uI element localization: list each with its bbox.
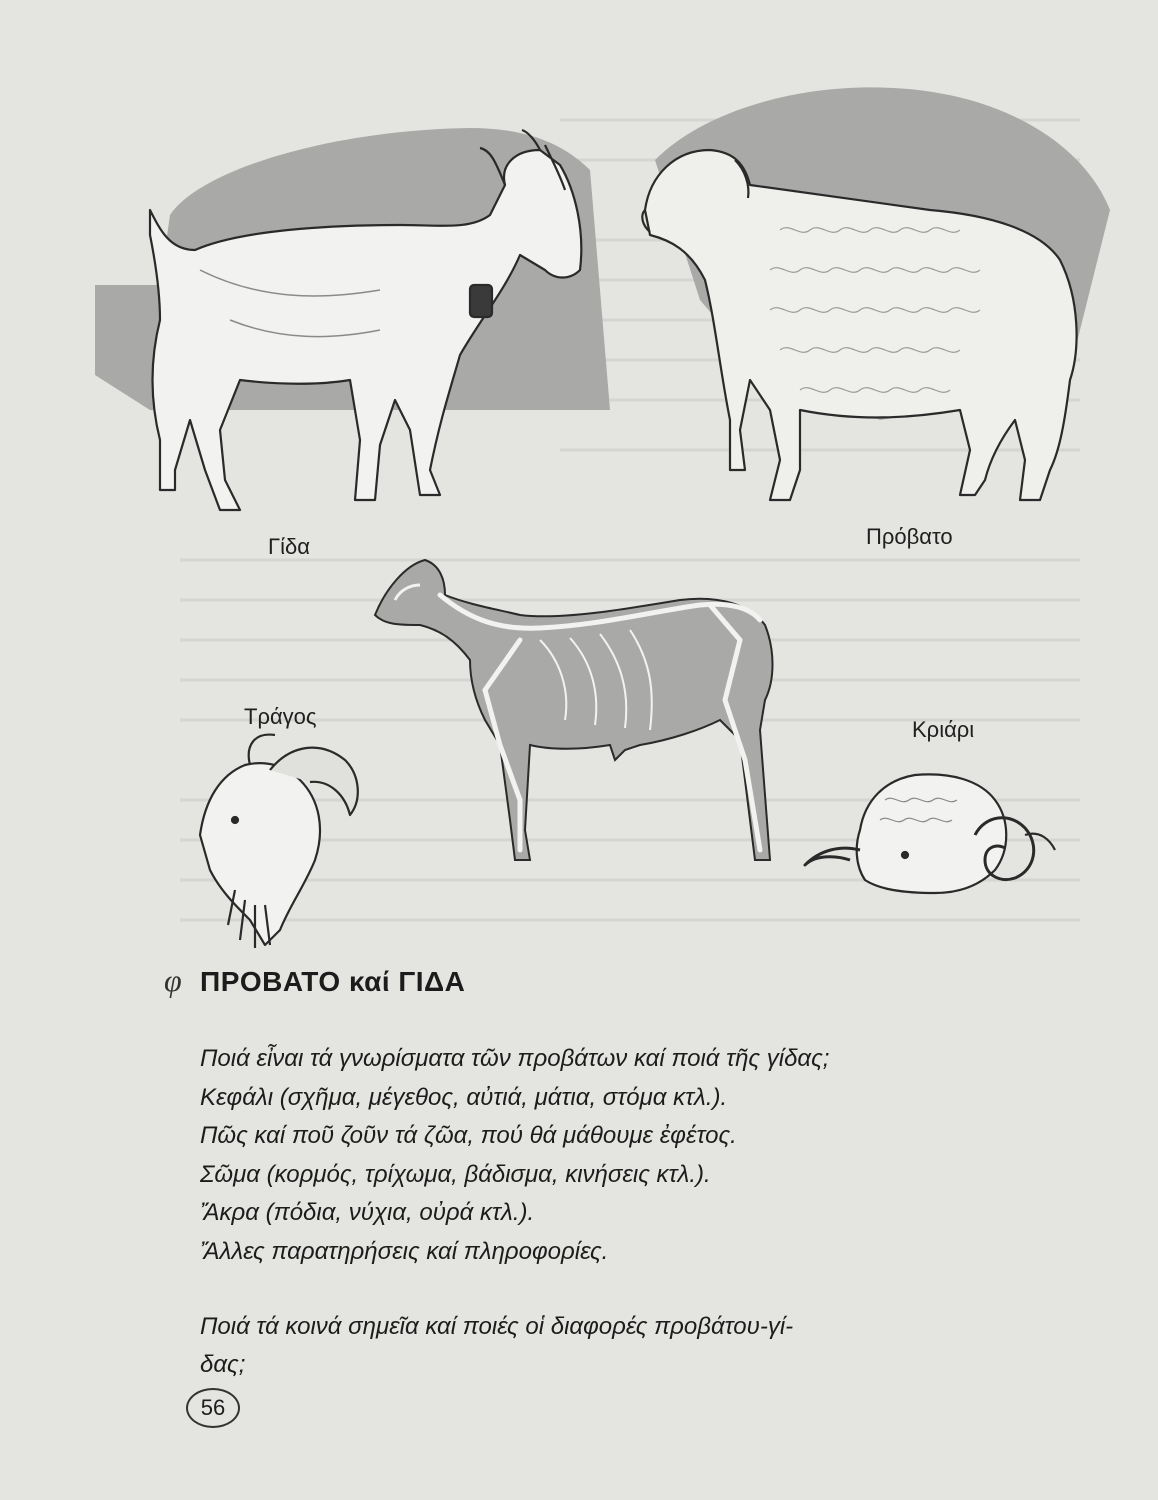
questions-list xyxy=(200,1040,1080,1271)
question-line: Ποιά εἶναι τά γνωρίσματα τῶν προβάτων καί ποιά τῆς γίδας; xyxy=(200,1045,830,1072)
final-question-line: δας; xyxy=(200,1351,246,1378)
question-line: Πῶς καί ποῦ ζοῦν τά ζῶα, πού θά μάθουμε ἐφέτος. xyxy=(200,1122,737,1149)
question-line: Κεφάλι (σχῆμα, μέγεθος, αὐτιά, μάτια, στόμα κτλ.). xyxy=(200,1083,728,1111)
question-line: Σῶμα (κορμός, τρίχωμα, βάδισμα, κινήσεις κτλ.). xyxy=(200,1160,711,1188)
final-question-line: Ποιά τά κοινά σημεῖα καί ποιές οἱ διαφορές προβάτου-γί- xyxy=(200,1313,794,1340)
ram-head-drawing xyxy=(805,774,1055,893)
question-line: Ἄλλες παρατηρήσεις καί πληροφορίες. xyxy=(200,1237,609,1265)
goat-caption: Γίδα xyxy=(268,534,310,559)
section-title: ΠΡΟΒΑΤΟ καί ΓΙΔΑ xyxy=(200,966,466,997)
final-question xyxy=(200,1308,1080,1384)
handwritten-margin-mark: φ xyxy=(164,962,182,998)
question-line: Ἄκρα (πόδια, νύχια, οὐρά κτλ.). xyxy=(200,1199,535,1226)
skeleton-diagram xyxy=(375,560,773,860)
sheep-caption: Πρόβατο xyxy=(866,524,953,549)
page-number: 56 xyxy=(186,1388,240,1428)
ram-caption: Κριάρι xyxy=(912,717,975,742)
billy-goat-caption: Τράγος xyxy=(244,704,317,729)
